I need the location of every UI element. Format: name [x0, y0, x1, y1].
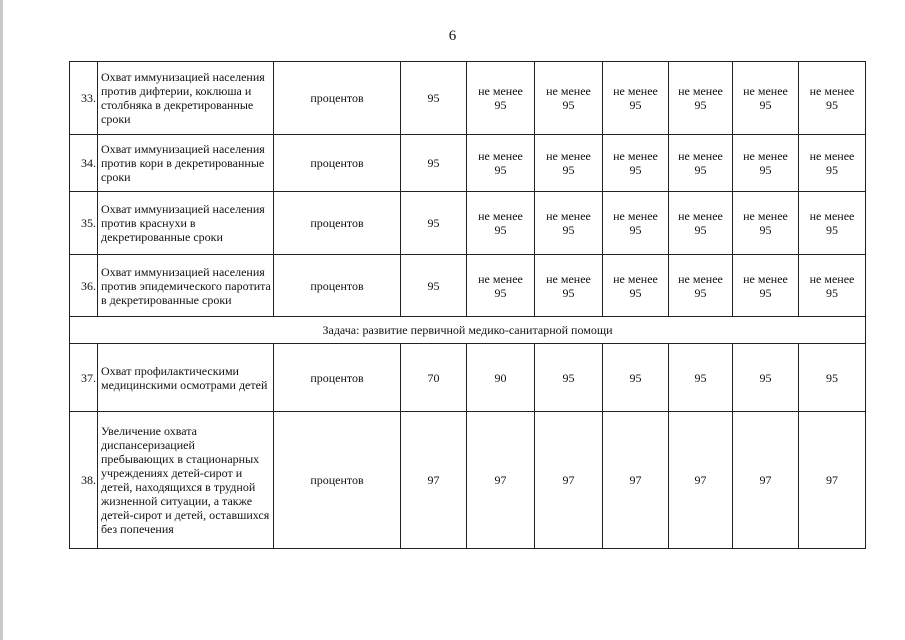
- table-row: [70, 135, 866, 192]
- target-value-cell: [467, 135, 535, 192]
- target-qualifier: не менее: [678, 149, 723, 163]
- target-qualifier: не менее: [613, 84, 658, 98]
- target-value-cell: [603, 135, 669, 192]
- target-value-cell: [535, 62, 603, 135]
- target-value: 95: [759, 285, 772, 300]
- target-value-cell: [603, 62, 669, 135]
- target-qualifier: не менее: [809, 149, 855, 163]
- target-qualifier: не менее: [546, 149, 591, 163]
- table-row: [70, 62, 866, 135]
- target-qualifier: не менее: [809, 209, 855, 223]
- target-qualifier: не менее: [546, 84, 591, 98]
- target-qualifier: не менее: [478, 209, 523, 223]
- target-value: 95: [562, 223, 575, 237]
- target-qualifier: не менее: [743, 271, 788, 286]
- base-value-cell: 70: [401, 344, 467, 412]
- target-value: 95: [694, 98, 707, 112]
- target-value-cell: 95: [603, 344, 669, 412]
- base-value-cell: 97: [401, 412, 467, 549]
- target-value-cell: [535, 135, 603, 192]
- table-row: [70, 344, 866, 412]
- target-value-cell: [535, 255, 603, 317]
- target-qualifier: не менее: [478, 149, 523, 163]
- target-value-cell: 97: [603, 412, 669, 549]
- target-value-cell: 97: [535, 412, 603, 549]
- table-row: [70, 192, 866, 255]
- indicator-name: Охват иммунизацией населения против кори в декретированные сроки: [98, 135, 274, 192]
- target-value-cell: 97: [467, 412, 535, 549]
- target-qualifier: не менее: [809, 271, 855, 286]
- target-value-cell: [603, 255, 669, 317]
- indicator-name: Увеличение охвата диспансеризацией пребывающих в стационарных учреждениях детей-сирот и детей, находящихся в трудной жизненной ситуации, а также детей-сирот и детей, оставшихся без попечения: [98, 412, 274, 549]
- unit-cell: процентов: [274, 135, 401, 192]
- unit-cell: процентов: [274, 192, 401, 255]
- base-value-cell: 95: [401, 135, 467, 192]
- target-value: 95: [562, 98, 575, 112]
- target-value: 95: [494, 163, 507, 177]
- target-value-cell: [799, 62, 866, 135]
- target-value-cell: 95: [799, 344, 866, 412]
- target-qualifier: не менее: [678, 84, 723, 98]
- row-number: 34.: [70, 135, 98, 192]
- target-qualifier: не менее: [613, 209, 658, 223]
- target-qualifier: не менее: [613, 149, 658, 163]
- target-value-cell: [467, 62, 535, 135]
- target-value: 95: [494, 98, 507, 112]
- target-value-cell: [669, 255, 733, 317]
- target-qualifier: не менее: [478, 84, 523, 98]
- target-value-cell: 95: [669, 344, 733, 412]
- target-value: 95: [826, 163, 838, 177]
- indicator-name: Охват иммунизацией населения против эпидемического паротита в декретированные сроки: [98, 255, 274, 317]
- section-row: [70, 317, 866, 344]
- target-value: 95: [562, 285, 575, 300]
- target-value: 95: [629, 163, 642, 177]
- target-value: 95: [826, 223, 838, 237]
- unit-cell: процентов: [274, 344, 401, 412]
- target-qualifier: не менее: [678, 209, 723, 223]
- target-value: 95: [826, 98, 838, 112]
- indicator-name: Охват иммунизацией населения против краснухи в декретированные сроки: [98, 192, 274, 255]
- target-value-cell: [669, 135, 733, 192]
- target-value-cell: 97: [669, 412, 733, 549]
- target-value: 95: [826, 285, 838, 300]
- indicator-name: Охват профилактическими медицинскими осмотрами детей: [98, 344, 274, 412]
- target-value-cell: [467, 192, 535, 255]
- table-row: [70, 255, 866, 317]
- target-value: 95: [759, 98, 772, 112]
- target-value-cell: 97: [799, 412, 866, 549]
- target-value: 95: [694, 163, 707, 177]
- target-qualifier: не менее: [478, 271, 523, 286]
- unit-cell: процентов: [274, 412, 401, 549]
- target-value-cell: [733, 62, 799, 135]
- target-value-cell: [733, 135, 799, 192]
- page-number: 6: [448, 28, 457, 44]
- target-value-cell: [467, 255, 535, 317]
- target-value-cell: [535, 192, 603, 255]
- target-value-cell: [799, 255, 866, 317]
- target-value: 95: [629, 285, 642, 300]
- target-value-cell: [669, 192, 733, 255]
- base-value-cell: 95: [401, 62, 467, 135]
- target-value: 95: [694, 285, 707, 300]
- target-value: 95: [562, 163, 575, 177]
- row-number: 36.: [70, 255, 98, 317]
- unit-cell: процентов: [274, 62, 401, 135]
- target-value-cell: [603, 192, 669, 255]
- target-value: 95: [629, 98, 642, 112]
- target-qualifier: не менее: [809, 84, 855, 98]
- indicators-table: [69, 61, 866, 549]
- target-qualifier: не менее: [743, 149, 788, 163]
- row-number: 37.: [70, 344, 98, 412]
- target-value-cell: [799, 192, 866, 255]
- target-qualifier: не менее: [546, 271, 591, 286]
- target-value: 95: [494, 285, 507, 300]
- target-value: 95: [759, 223, 772, 237]
- row-number: 35.: [70, 192, 98, 255]
- target-value: 95: [759, 163, 772, 177]
- base-value-cell: 95: [401, 192, 467, 255]
- target-value-cell: 95: [535, 344, 603, 412]
- target-qualifier: не менее: [546, 209, 591, 223]
- target-qualifier: не менее: [678, 271, 723, 286]
- target-value-cell: 90: [467, 344, 535, 412]
- table-row: [70, 412, 866, 549]
- unit-cell: процентов: [274, 255, 401, 317]
- base-value-cell: 95: [401, 255, 467, 317]
- row-number: 33.: [70, 62, 98, 135]
- page-edge: [0, 0, 3, 640]
- target-value-cell: [733, 192, 799, 255]
- target-value: 95: [694, 223, 707, 237]
- target-value-cell: 95: [733, 344, 799, 412]
- target-value-cell: 97: [733, 412, 799, 549]
- row-number: 38.: [70, 412, 98, 549]
- target-value-cell: [799, 135, 866, 192]
- target-value-cell: [669, 62, 733, 135]
- target-qualifier: не менее: [743, 84, 788, 98]
- target-value-cell: [733, 255, 799, 317]
- target-qualifier: не менее: [613, 271, 658, 286]
- target-qualifier: не менее: [743, 209, 788, 223]
- section-title: Задача: развитие первичной медико-санитарной помощи: [70, 317, 866, 344]
- indicator-name: Охват иммунизацией населения против дифтерии, коклюша и столбняка в декретированные сроки: [98, 62, 274, 135]
- target-value: 95: [629, 223, 642, 237]
- target-value: 95: [494, 223, 507, 237]
